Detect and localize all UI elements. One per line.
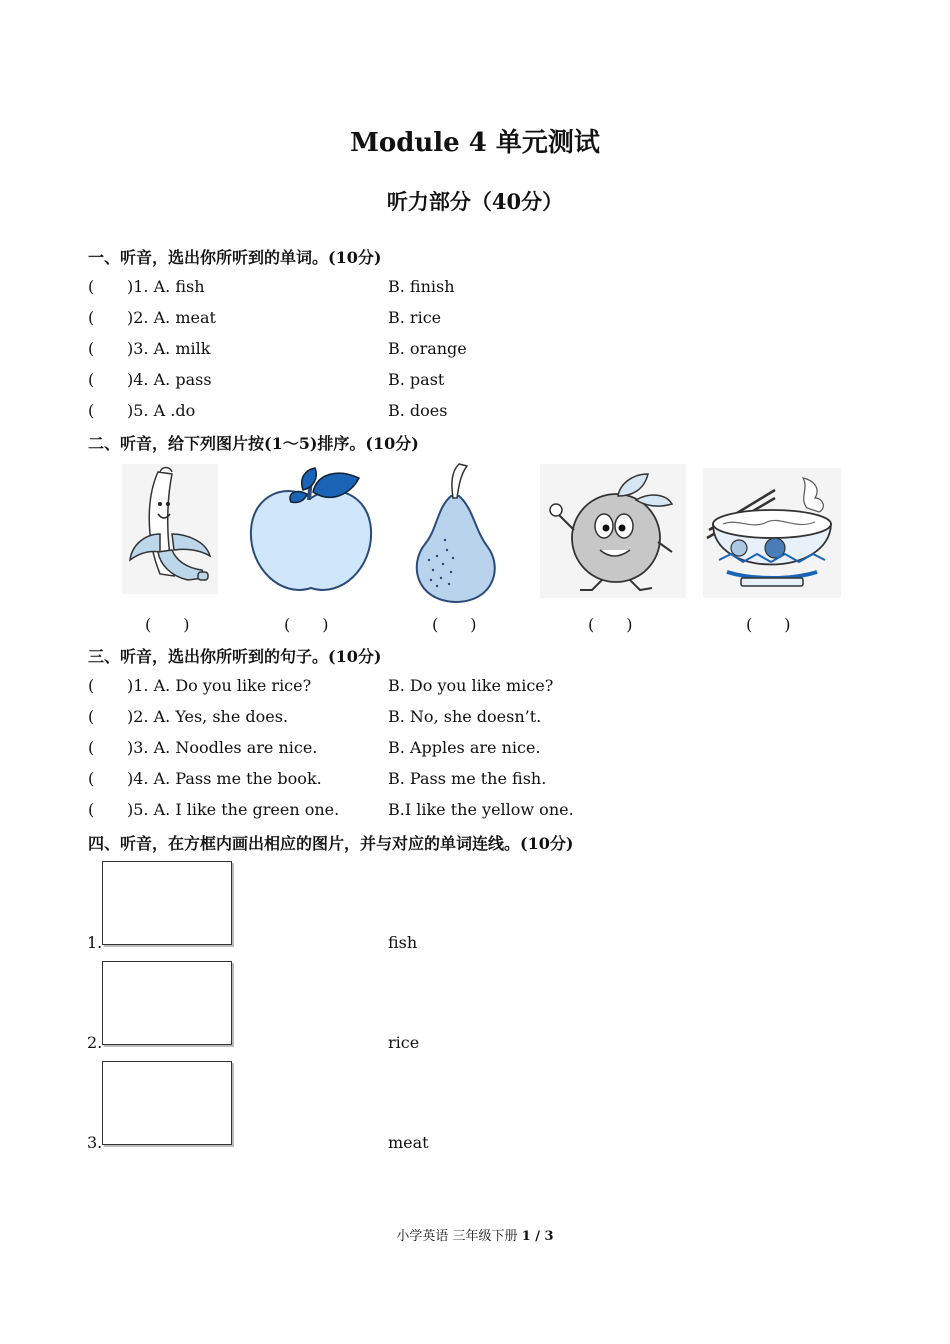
answer-blank[interactable]: ( [88, 769, 95, 788]
item-number: 2. [87, 1033, 103, 1052]
section1-heading: 一、听音，选出你所听到的单词。(10分) [88, 248, 382, 267]
orange-icon [540, 464, 686, 598]
option-a: )4. A. Pass me the book. [127, 769, 322, 788]
page-footer [0, 1225, 950, 1244]
item-number: 1. [87, 933, 103, 952]
match-word[interactable]: meat [388, 1133, 429, 1152]
answer-blank[interactable]: ( [88, 308, 95, 327]
banana-icon [122, 464, 218, 594]
noodles-icon [703, 468, 841, 598]
answer-blank[interactable]: ( ) [588, 615, 633, 634]
answer-blank[interactable]: ( [88, 800, 95, 819]
option-a: )4. A. pass [127, 370, 212, 389]
answer-blank[interactable]: ( ) [432, 615, 477, 634]
section3-heading: 三、听音，选出你所听到的句子。(10分) [88, 647, 382, 666]
section4-heading: 四、听音，在方框内画出相应的图片，并与对应的单词连线。(10分) [88, 834, 574, 853]
answer-blank[interactable]: ( ) [746, 615, 791, 634]
answer-blank[interactable]: ( [88, 707, 95, 726]
option-a: )3. A. Noodles are nice. [127, 738, 318, 757]
answer-blank[interactable]: ( ) [284, 615, 329, 634]
page-subtitle: 听力部分（40分） [386, 189, 564, 214]
section2-heading: 二、听音，给下列图片按(1～5)排序。(10分) [88, 434, 419, 453]
option-b: B. No, she doesn’t. [388, 707, 542, 726]
option-a: )5. A. I like the green one. [127, 800, 340, 819]
option-a: )1. A. fish [127, 277, 205, 296]
option-a: )2. A. meat [127, 308, 216, 327]
option-b: B. Apples are nice. [388, 738, 541, 757]
option-b: B. finish [388, 277, 455, 296]
option-b: B. does [388, 401, 448, 420]
option-b: B. orange [388, 339, 467, 358]
option-b: B. rice [388, 308, 442, 327]
match-word[interactable]: fish [388, 933, 418, 952]
answer-blank[interactable]: ( [88, 277, 95, 296]
drawing-box[interactable] [102, 1061, 232, 1145]
option-b: B.I like the yellow one. [388, 800, 574, 819]
pear-icon [407, 460, 505, 604]
answer-blank[interactable]: ( [88, 339, 95, 358]
option-b: B. past [388, 370, 445, 389]
answer-blank[interactable]: ( [88, 676, 95, 695]
footer-text: 小学英语 三年级下册 [396, 1229, 518, 1244]
page-title: Module 4 单元测试 [350, 128, 600, 158]
option-a: )3. A. milk [127, 339, 211, 358]
option-a: )5. A .do [127, 401, 196, 420]
option-a: )1. A. Do you like rice? [127, 676, 312, 695]
option-b: B. Pass me the fish. [388, 769, 547, 788]
option-a: )2. A. Yes, she does. [127, 707, 289, 726]
match-word[interactable]: rice [388, 1033, 420, 1052]
answer-blank[interactable]: ( ) [145, 615, 190, 634]
answer-blank[interactable]: ( [88, 738, 95, 757]
drawing-box[interactable] [102, 961, 232, 1045]
item-number: 3. [87, 1133, 103, 1152]
apple-icon [247, 464, 375, 599]
answer-blank[interactable]: ( [88, 370, 95, 389]
page-number: 1 / 3 [521, 1229, 554, 1244]
answer-blank[interactable]: ( [88, 401, 95, 420]
drawing-box[interactable] [102, 861, 232, 945]
option-b: B. Do you like mice? [388, 676, 554, 695]
